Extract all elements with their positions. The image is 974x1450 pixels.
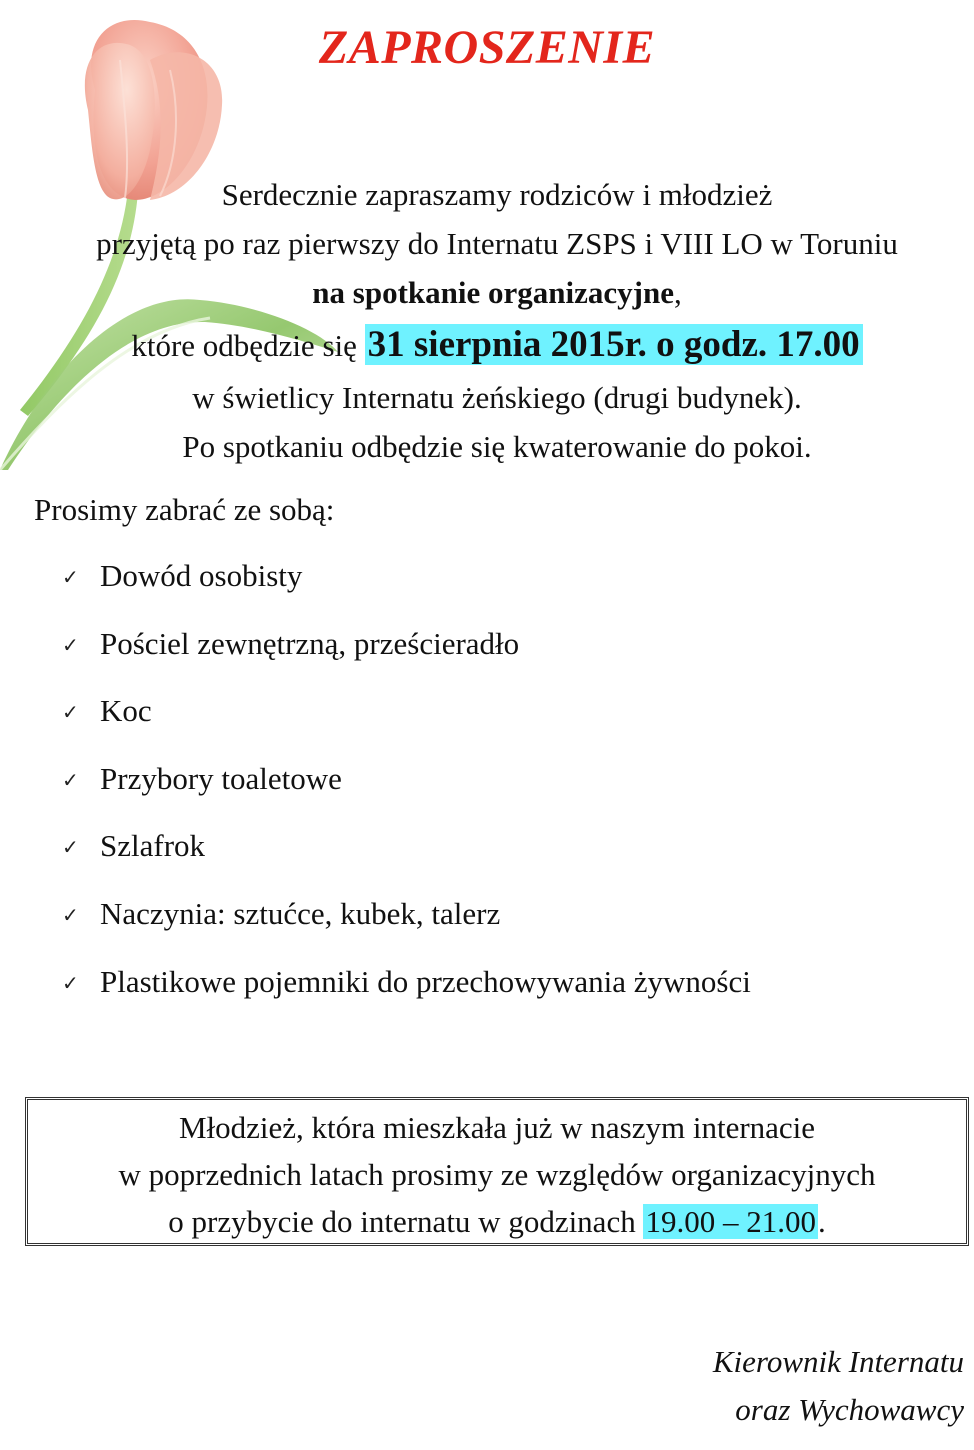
note-line-3-post: . bbox=[817, 1204, 826, 1239]
note-line-2: w poprzednich latach prosimy ze względów organizacyjnych bbox=[118, 1157, 876, 1192]
check-icon: ✓ bbox=[62, 902, 79, 927]
intro-line-5: w świetlicy Internatu żeńskiego (drugi budynek). bbox=[192, 380, 802, 415]
list-item-label: Dowód osobisty bbox=[100, 558, 303, 593]
signature-line-2: oraz Wychowawcy bbox=[735, 1392, 964, 1427]
list-item-label: Naczynia: sztućce, kubek, talerz bbox=[100, 895, 501, 931]
meeting-date-highlight: 31 sierpnia 2015r. o godz. 17.00 bbox=[365, 324, 863, 365]
returning-students-note bbox=[25, 1097, 969, 1246]
signature bbox=[713, 1338, 964, 1434]
list-item-label: Szlafrok bbox=[100, 828, 206, 864]
note-line-3 bbox=[28, 1198, 966, 1245]
note-line-1: Młodzież, która mieszkała już w naszym internacie bbox=[178, 1110, 816, 1145]
intro-line-6: Po spotkaniu odbędzie się kwaterowanie do pokoi. bbox=[182, 429, 812, 464]
check-icon: ✓ bbox=[62, 565, 79, 589]
intro-line-4 bbox=[0, 317, 974, 373]
intro-line-4-pre: które odbędzie się bbox=[131, 328, 365, 363]
intro-line-1: Serdecznie zapraszamy rodziców i młodzież bbox=[221, 177, 773, 212]
check-icon: ✓ bbox=[62, 767, 79, 792]
intro-line-3-rest: , bbox=[673, 275, 682, 310]
check-icon: ✓ bbox=[62, 970, 79, 995]
list-item-label: Koc bbox=[100, 693, 152, 729]
check-icon: ✓ bbox=[62, 700, 79, 725]
note-line-3-pre: o przybycie do internatu w godzinach bbox=[168, 1204, 644, 1239]
intro-line-3 bbox=[0, 268, 974, 317]
intro-paragraph bbox=[0, 170, 974, 471]
bring-list-title: Prosimy zabrać ze sobą: bbox=[34, 492, 335, 527]
meeting-type: na spotkanie organizacyjne bbox=[312, 275, 674, 310]
list-item-label: Przybory toaletowe bbox=[100, 760, 342, 796]
list-item-label: Pościel zewnętrzną, prześcieradło bbox=[100, 625, 520, 661]
arrival-hours-highlight: 19.00 – 21.00 bbox=[645, 1204, 816, 1239]
check-icon: ✓ bbox=[62, 632, 79, 657]
note-text bbox=[28, 1104, 966, 1245]
intro-line-2: przyjętą po raz pierwszy do Internatu ZSPS i VIII LO w Toruniu bbox=[96, 226, 898, 261]
check-icon: ✓ bbox=[62, 835, 79, 860]
signature-line-1: Kierownik Internatu bbox=[712, 1344, 964, 1379]
page-title: ZAPROSZENIE bbox=[318, 21, 656, 74]
list-item-label: Plastikowe pojemniki do przechowywania żywności bbox=[100, 963, 751, 999]
